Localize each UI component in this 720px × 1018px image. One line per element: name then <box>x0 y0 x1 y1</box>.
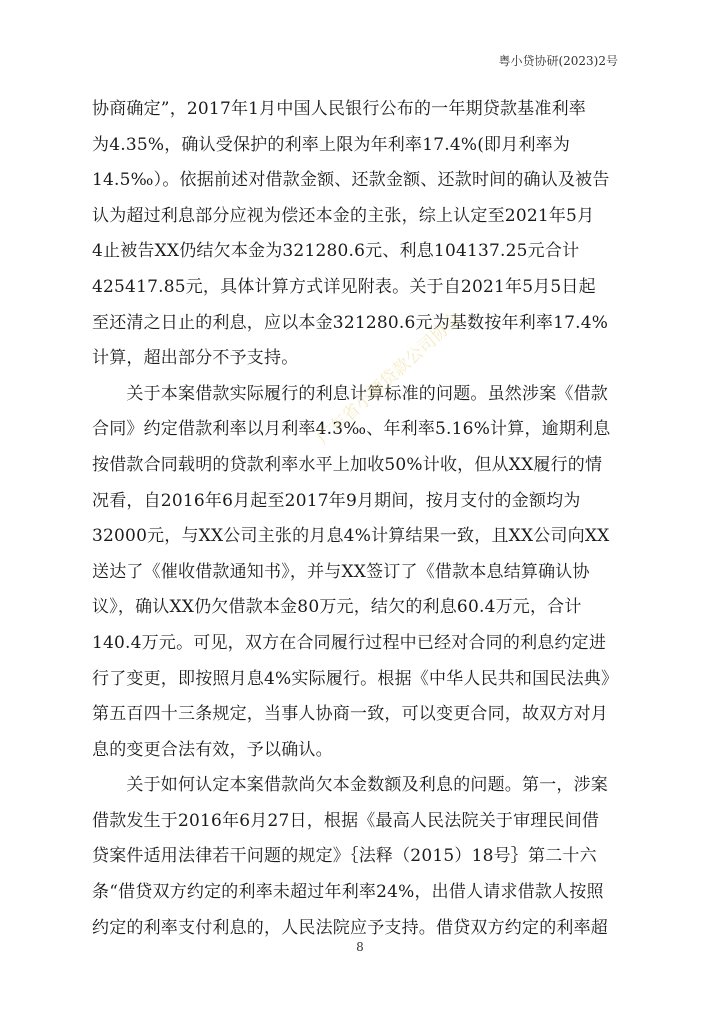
text-line: 4止被告XX仍结欠本金为321280.6元、利息104137.25元合计 <box>92 241 580 262</box>
text-line: 送达了《催收借款通知书》，并与XX签订了《借款本息结算确认协 <box>92 561 590 582</box>
text-line: 借款发生于2016年6月27日，根据《最高人民法院关于审理民间借 <box>92 810 600 831</box>
text-line: 14.5‰）。依据前述对借款金额、还款金额、还款时间的确认及被告 <box>92 170 610 191</box>
text-line: 32000元，与XX公司主张的月息4%计算结果一致，且XX公司向XX <box>92 526 610 547</box>
text-line: 合同》约定借款利率以月利率4.3‰、年利率5.16%计算，逾期利息 <box>92 419 611 440</box>
text-line: 按借款合同载明的贷款利率水平上加收50%计收，但从XX履行的情 <box>92 454 603 475</box>
text-line: 关于如何认定本案借款尚欠本金数额及利息的问题。第一，涉案 <box>92 775 608 796</box>
text-line: 140.4万元。可见，双方在合同履行过程中已经对合同的利息约定进 <box>92 632 607 653</box>
text-line: 认为超过利息部分应视为偿还本金的主张，综上认定至2021年5月 <box>92 205 595 226</box>
text-line: 行了变更，即按照月息4%实际履行。根据《中华人民共和国民法典》 <box>92 668 619 689</box>
text-line: 关于本案借款实际履行的利息计算标准的问题。虽然涉案《借款 <box>92 383 608 404</box>
text-line: 至还清之日止的利息，应以本金321280.6元为基数按年利率17.4% <box>92 312 609 333</box>
document-number: 粤小贷协研(2023)2号 <box>498 54 618 68</box>
text-line: 425417.85元，具体计算方式详见附表。关于自2021年5月5日起 <box>92 276 596 297</box>
text-line: 第五百四十三条规定，当事人协商一致，可以变更合同，故双方对月 <box>92 704 608 725</box>
text-line: 约定的利率支付利息的，人民法院应予支持。借贷双方约定的利率超 <box>92 917 608 938</box>
text-line: 条“借贷双方约定的利率未超过年利率24%，出借人请求借款人按照 <box>92 882 604 903</box>
body-text <box>92 92 632 946</box>
watermark: 广东省小额贷款公司协会 <box>313 308 466 449</box>
page-number: 8 <box>356 940 364 954</box>
text-line: 贷案件适用法律若干问题的规定》｛法释（2015）18号｝第二十六 <box>92 846 597 867</box>
text-line: 况看，自2016年6月起至2017年9月期间，按月支付的金额均为 <box>92 490 581 511</box>
text-line: 协商确定”，2017年1月中国人民银行公布的一年期贷款基准利率 <box>92 99 586 119</box>
text-line: 息的变更合法有效，予以确认。 <box>92 739 333 760</box>
text-line: 议》，确认XX仍欠借款本金80万元，结欠的利息60.4万元，合计 <box>92 597 582 618</box>
text-line: 为4.35%，确认受保护的利率上限为年利率17.4%(即月利率为 <box>92 134 571 155</box>
text-line: 计算，超出部分不予支持。 <box>92 348 299 369</box>
